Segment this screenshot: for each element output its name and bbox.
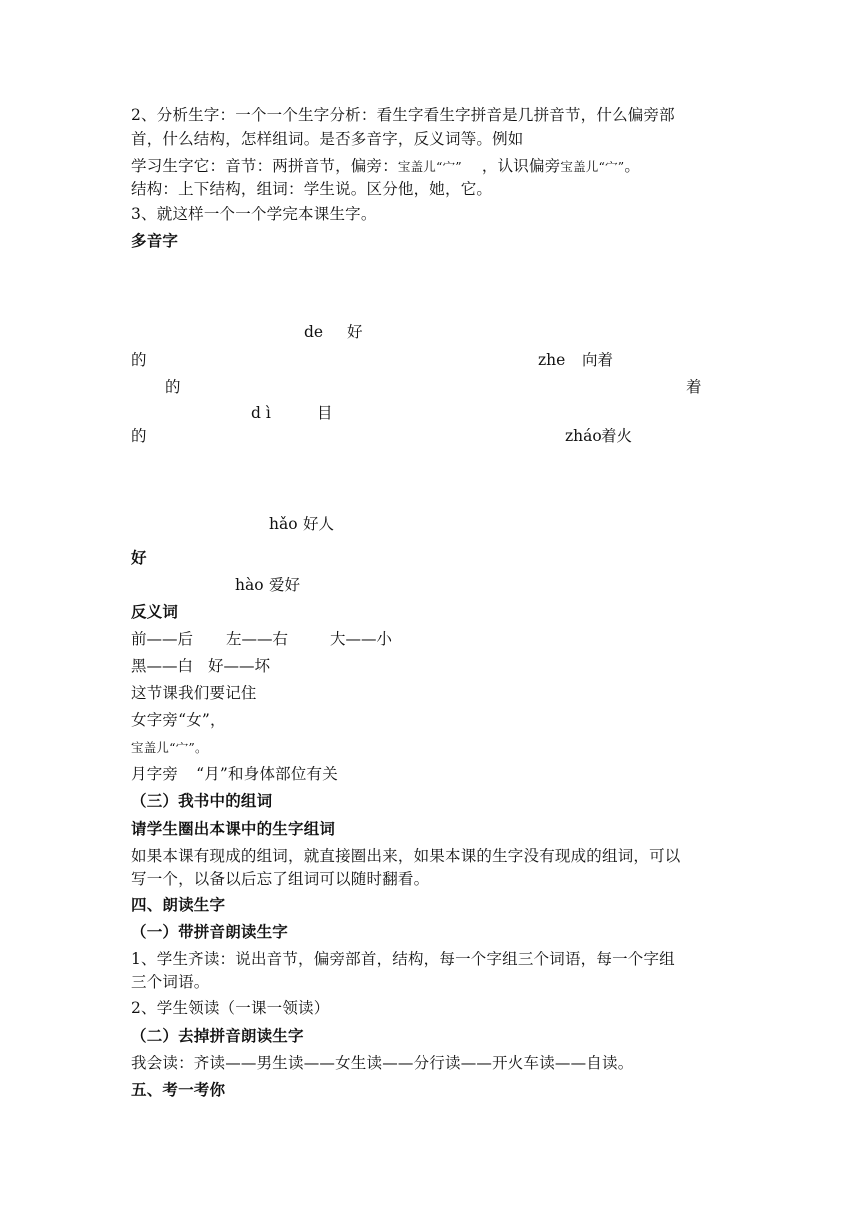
antonyms-heading: 反义词 <box>131 603 179 621</box>
section5-heading: 五、考一考你 <box>131 1081 226 1099</box>
section4-sub1: （一）带拼音朗读生字 <box>131 923 289 941</box>
line3-part-e: 。 <box>624 157 641 175</box>
section2-line4: 结构：上下结构，组词：学生说。区分他，她，它。 <box>131 180 493 198</box>
section4-item3: 我会读：齐读——男生读——女生读——分行读——开火车读——自读。 <box>131 1054 634 1072</box>
section2-line3 <box>131 155 640 178</box>
line3-part-d: 宝盖儿“宀” <box>560 159 625 174</box>
remember-item1: 女字旁“女”， <box>131 711 226 729</box>
pinyin-de: de <box>304 323 324 341</box>
antonym-pair: 好——坏 <box>208 657 271 675</box>
char-zhe: 着 <box>686 378 702 396</box>
antonym-pair: 左——右 <box>226 630 289 648</box>
antonym-pair: 黑——白 <box>131 657 194 675</box>
line3-part-c: ，认识偏旁 <box>481 157 561 175</box>
char-de-2: 的 <box>165 378 181 396</box>
line3-part-b: 宝盖儿“宀” <box>397 159 462 174</box>
section4-heading: 四、朗读生字 <box>131 896 226 914</box>
pinyin-zhao: zháo <box>565 427 602 445</box>
pinyin-hao4: hào <box>235 576 264 594</box>
pinyin-hao3: hǎo <box>269 515 298 533</box>
section4-sub2: （二）去掉拼音朗读生字 <box>131 1027 304 1045</box>
section3-line2: 写一个，以备以后忘了组词可以随时翻看。 <box>131 870 430 888</box>
remember-item3 <box>131 763 338 785</box>
word-aihao: 爱好 <box>269 576 301 594</box>
word-zhaohuo: 着火 <box>601 427 633 445</box>
antonym-pair: 大——小 <box>330 630 393 648</box>
section2-line5: 3、就这样一个一个学完本课生字。 <box>131 205 377 223</box>
remember-item2: 宝盖儿“宀”。 <box>131 740 208 755</box>
section3-line1: 如果本课有现成的组词，就直接圈出来，如果本课的生字没有现成的组词，可以 <box>131 847 681 865</box>
antonym-pair: 前——后 <box>131 630 194 648</box>
char-de-3: 的 <box>131 427 147 445</box>
section3-subheading: 请学生圈出本课中的生字组词 <box>131 820 336 838</box>
remember-item3-a: 月字旁 <box>131 765 179 783</box>
section4-item1-line1: 1、学生齐读：说出音节，偏旁部首，结构，每一个字组三个词语，每一个字组 <box>131 950 675 968</box>
remember-title: 这节课我们要记住 <box>131 684 257 702</box>
pinyin-di: d ì <box>251 404 271 422</box>
word-mu: 目 <box>317 404 333 422</box>
section3-heading: （三）我书中的组词 <box>131 792 273 810</box>
word-haoren: 好人 <box>303 515 335 533</box>
polyphone-heading: 多音字 <box>131 232 179 250</box>
line3-part-a: 学习生字它：音节：两拼音节，偏旁： <box>131 157 398 175</box>
word-de-hao: 好 <box>347 323 363 341</box>
remember-item3-b: “月”和身体部位有关 <box>196 765 338 783</box>
pinyin-zhe: zhe <box>538 351 566 369</box>
char-hao: 好 <box>131 549 147 567</box>
section4-item2: 2、学生领读（一课一领读） <box>131 999 330 1017</box>
section2-line2: 首，什么结构，怎样组词。是否多音字，反义词等。例如 <box>131 130 524 148</box>
section2-line1: 2、分析生字：一个一个生字分析：看生字看生字拼音是几拼音节，什么偏旁部 <box>131 106 675 124</box>
section4-item1-line2: 三个词语。 <box>131 973 210 991</box>
word-xiangzhe: 向着 <box>582 351 614 369</box>
char-de-1: 的 <box>131 351 147 369</box>
